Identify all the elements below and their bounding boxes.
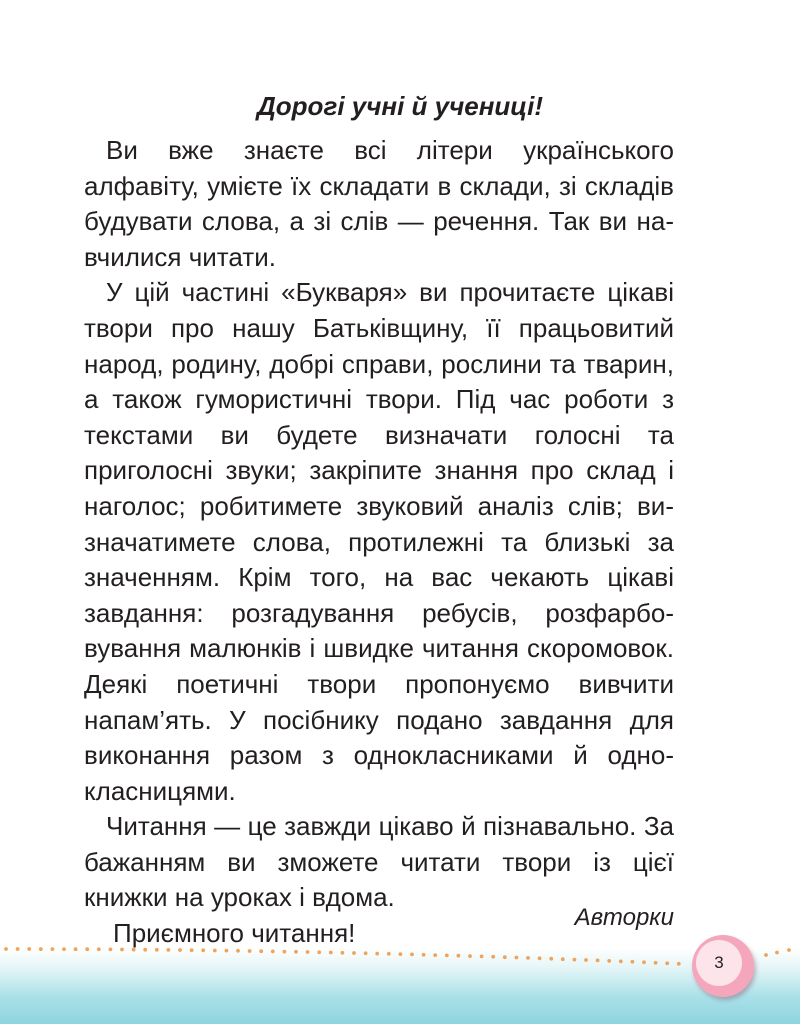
decor-dot [294,950,298,954]
paragraph-intro: Ви вже знаєте всі літери українського алфавіту, умієте їх складати в склади, зі складів будувати слова, а зі слів — речення. Так ви навчилися читати. [84,135,674,272]
decor-dot [445,954,449,958]
decor-dot [143,948,147,952]
decor-dot [468,954,472,958]
decor-dot [787,948,791,952]
decor-dot [85,947,89,951]
decor-dot [341,951,345,955]
decor-dot [178,948,182,952]
decor-dot [109,948,113,952]
decor-dot [283,950,287,954]
decor-dot [387,952,391,956]
decor-dot [62,947,66,951]
decor-dot [654,961,658,965]
decor-dot [248,949,252,953]
decor-dot [422,953,426,957]
decor-dot [515,956,519,960]
decor-dot [480,955,484,959]
decor-dot [329,951,333,955]
decor-dot [16,947,20,951]
decor-dot [259,949,263,953]
decor-dot [39,947,43,951]
decor-dot [155,948,159,952]
decor-dot [51,947,55,951]
decor-dot [491,955,495,959]
decor-dot [213,949,217,953]
decor-dot [410,953,414,957]
decor-dot [132,948,136,952]
decor-dot [201,948,205,952]
page-number: 3 [714,953,724,972]
decor-dot [236,949,240,953]
decor-dot [120,948,124,952]
decor-dot [596,959,600,963]
decor-dot [375,952,379,956]
decor-dot [538,956,542,960]
decor-dot [433,953,437,957]
decor-dot [317,950,321,954]
decor-dot [665,961,669,965]
signature: Авторки [574,904,674,931]
decor-dot [27,947,31,951]
decor-dot [775,951,779,955]
decor-dot [584,958,588,962]
decor-dot [4,947,8,951]
decor-dot [549,957,553,961]
decor-dot [306,950,310,954]
decor-dot [352,951,356,955]
decor-dot [503,955,507,959]
decor-dot [97,947,101,951]
decor-dot [167,948,171,952]
decor-dot [225,949,229,953]
decor-dot [74,947,78,951]
decor-dot [619,960,623,964]
decor-dot [399,952,403,956]
decor-dot [190,948,194,952]
decor-dot [764,953,768,957]
closing-line: Приємного читання! [113,918,356,949]
decor-dot [561,957,565,961]
page-heading: Дорогі учні й учениці! [257,91,543,121]
decor-dot [526,956,530,960]
decor-dot [677,962,681,966]
page-number-badge [692,935,754,997]
decor-dot [457,954,461,958]
decor-dot [364,951,368,955]
decor-dot [573,958,577,962]
paragraph-reading: Читання — це завжди цікаво й пізнавально. За бажанням ви зможете читати твори із цієї книжки на уроках і вдома. [84,811,674,913]
paragraph-content: У цій частині «Букваря» ви прочитаєте цікаві твори про нашу Батьківщину, її працьовитий народ, родину, добрі справи, рослини та тварин, а також гумористичні твори. Під час роботи з текстами ви будете визначати голосні та приголосні звуки; закріпите знання про склад і наголос; робитимете звуковий аналіз слів; визначатимете слова, протилежні та близькі за значенням. Крім того, на вас чекають цікаві завдання: розгадування ребусів, розфарбовування малюнків і швидке читання скоромовок. Деякі поетичні твори пропонуємо вивчити напам’ять. У посібнику подано завдання для виконання разом з однокласниками й однокласницями. [84,277,674,806]
decor-dot [607,959,611,963]
decor-dot [271,950,275,954]
dots-group [4,947,791,966]
decor-dot [642,960,646,964]
decor-dot [631,960,635,964]
